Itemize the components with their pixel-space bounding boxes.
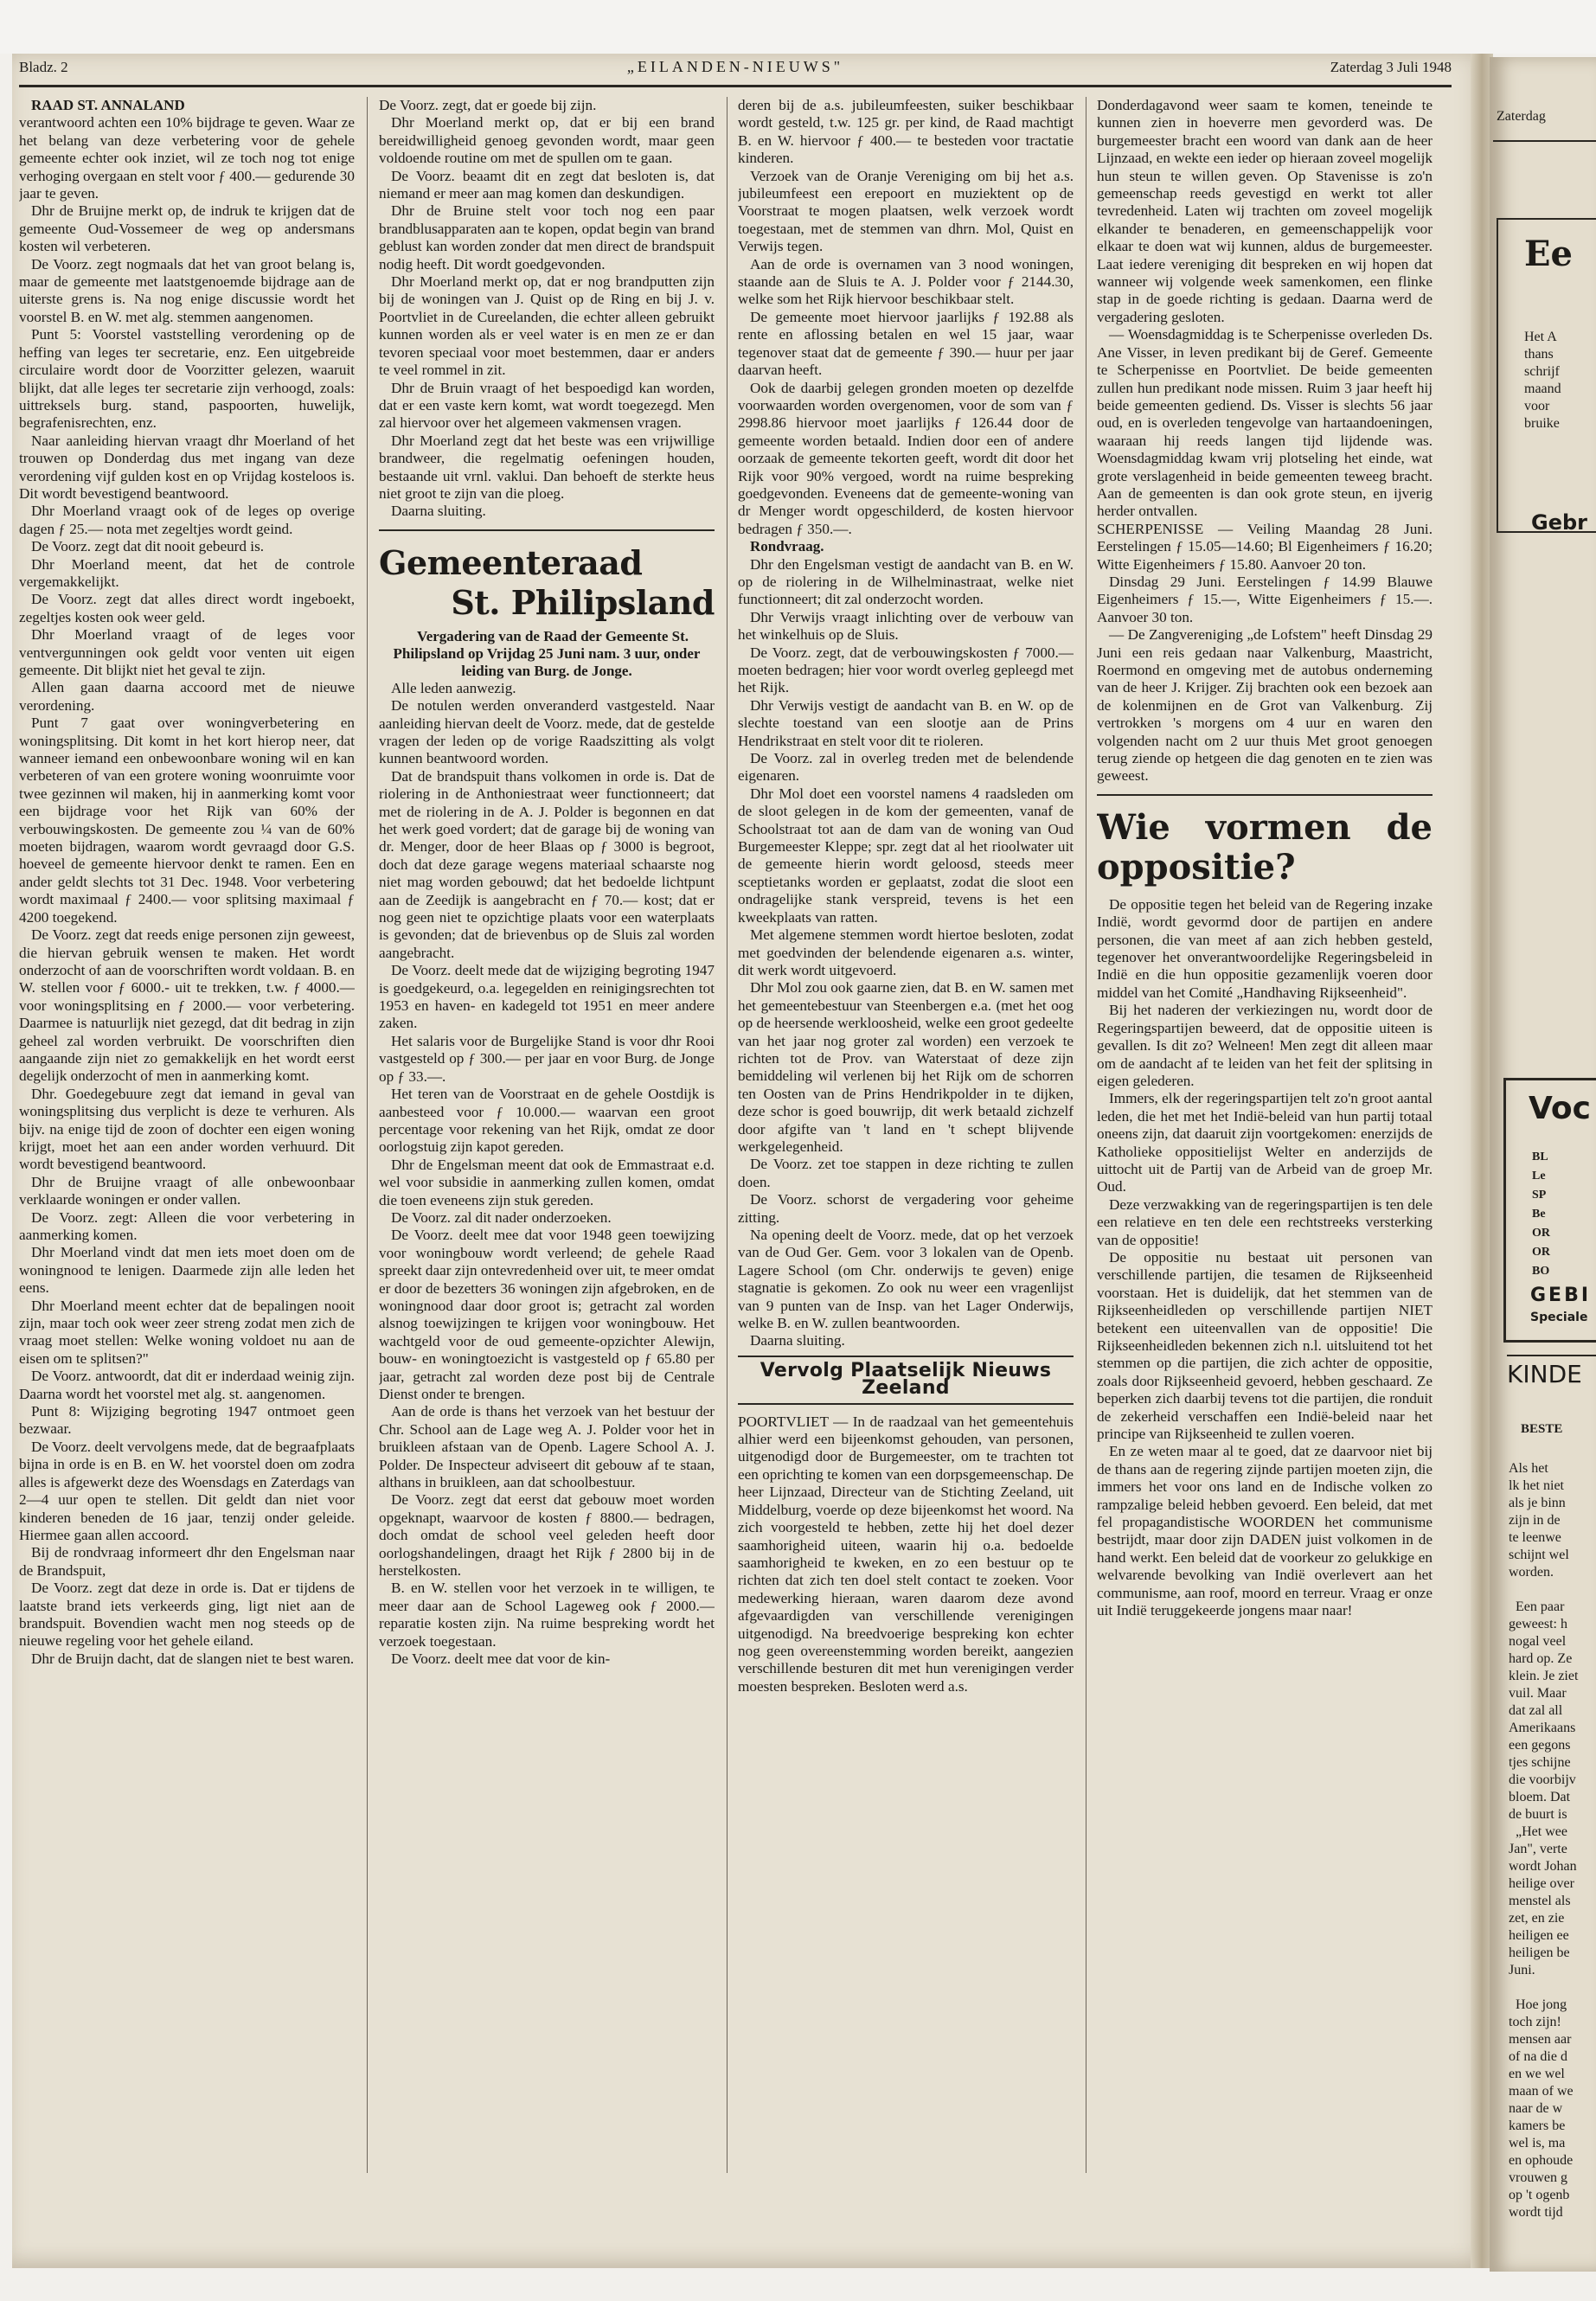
masthead: „EILANDEN-NIEUWS" xyxy=(626,58,844,75)
article-paragraph: Punt 7 gaat over woningverbetering en woningsplitsing. Dit komt in het kort hierop neer, dat wanneer iemand een onbewoonbare woning wil en kan verbeteren of van een grotere woning woonruimte voor twee gezinnen wil maken, hij in aanmerking komt voor een bijdrage voor het Rijk van 60% der verbouwingskosten. De gemeente zou ¼ van de 60% moeten bijdragen, waarom wordt gevraagd door G.S. hoeveel de gemeente hiervoor denkt te ramen. Een en ander geldt slechts tot 31 Dec. 1948. Voor verbetering wordt maximaal ƒ 2400.— voor splitsing maximaal ƒ 4200 toegekend. xyxy=(19,715,355,926)
headline-line-1: Gemeenteraad xyxy=(379,542,643,582)
adjacent-ad-box xyxy=(1497,218,1596,533)
adjacent-voc-lines: BL Le SP Be OR OR BO xyxy=(1532,1150,1550,1278)
adjacent-voc-headline: Voc xyxy=(1529,1091,1591,1126)
article-paragraph: De Voorz. beaamt dit en zegt dat besloten is, dat niemand er meer aan mag komen dan deskundigen. xyxy=(379,167,715,202)
page-number: Bladz. 2 xyxy=(19,59,68,75)
article-paragraph: Ook de daarbij gelegen gronden moeten op dezelfde voorwaarden worden overgenomen, voor de som van ƒ 2998.86 hiervoor moet jaarlijks ƒ 126.44 door de gemeente worden betaald. Indien door een of andere oorzaak de gemeente tekorten geeft, wordt dit door het Rijk voor 90% vergoed, wordt na ruime bespreking goedgevonden. Eveneens dat de gemeente-woning van dr Menger wordt opgeschilderd, de kosten hiervoor bedragen ƒ 350.—. xyxy=(738,379,1074,537)
article-paragraph: Dhr den Engelsman vestigt de aandacht van B. en W. op de riolering in de Wilhelminastraat, welke niet functionneert; dit zal onderzocht worden. xyxy=(738,555,1074,608)
article-paragraph: De Voorz. deelt vervolgens mede, dat de begraafplaats bijna in orde is en B. en W. het voorstel doen om zodra alles is afgewerkt deze des Woensdags en Zaterdags van 2—4 uur open te stellen. Dit geldt dan niet voor kinderen beneden de 16 jaar, tenzij onder geleide. Hiermee gaan allen accoord. xyxy=(19,1438,355,1543)
article-paragraph: Dinsdag 29 Juni. Eerstelingen ƒ 14.99 Blauwe Eigenheimers ƒ 15.—, Witte Eigenheimers ƒ 15.—. Aanvoer 30 ton. xyxy=(1097,573,1433,625)
column-2 xyxy=(379,97,715,2190)
article-paragraph: Immers, elk der regeringspartijen telt zo'n groot aantal leden, die het met het Indië-beleid van hun partij totaal oneens zijn, dat daaruit zijn voortgekomen: enerzijds de Katholieke oppositielijst Welter en anderzijds de uittocht uit de Partij van de Arbeid van de groep Mr. Oud. xyxy=(1097,1090,1433,1195)
article-paragraph: Dhr Moerland merkt op, dat er nog brandputten zijn bij de woningen van J. Quist op de Ring en bij J. v. Poortvliet in de Cureelanden, die echter alleen gebruikt kunnen worden als er veel water is en men ze er dan tevoren speciaal voor moet bestemmen, daar er anders te veel rommel in zit. xyxy=(379,273,715,379)
article-paragraph: De oppositie tegen het beleid van de Regering inzake Indië, wordt gevormd door de partijen en andere personen, die van meet af aan zich hebben gesteld, tegenover het onverantwoordelijke Regeringsbeleid in Indië en die hun oppositie gezamenlijk voeren door middel van het Comité „Handhaving Rijkseenheid". xyxy=(1097,895,1433,1001)
article-paragraph: Dat de brandspuit thans volkomen in orde is. Dat de riolering in de Anthoniestraat weer functionneert; dat met de riolering in de A. J. Polder is begonnen en dat het werk goed vordert; dat de garage bij de woning van dr. Menger, door de heer Blaas op ƒ 3000 is begroot, doch dat deze garage wegens materiaal schaarste nog niet mag worden gebouwd; dat het bedoelde lichtpunt aan de Zeedijk is aangebracht en ƒ 70.— kost; dat er nog geen niet te opzichtige plaats voor een waterplaats is gevonden; dat de brievenbus op de Sluis zal worden aangebracht. xyxy=(379,767,715,961)
article-paragraph: deren bij de a.s. jubileumfeesten, suiker beschikbaar wordt gesteld, t.w. 125 gr. per kind, de Raad machtigt B. en W. hiervoor ƒ 400.— te besteden voor tractatie kinderen. xyxy=(738,97,1074,167)
article-paragraph: Bij de rondvraag informeert dhr den Engelsman naar de Brandspuit, xyxy=(19,1544,355,1579)
article-paragraph: Dhr de Bruin vraagt of het bespoedigd kan worden, dat er een vaste kern komt, wat wordt toegezegd. Men zal hiervoor over het algemeen vakmensen vragen. xyxy=(379,379,715,432)
article-paragraph: Naar aanleiding hiervan vraagt dhr Moerland of het trouwen op Donderdag dus met ingang van deze verordening vijf gulden kost en op Vrijdag kosteloos is. Dit wordt bevestigend beantwoord. xyxy=(19,432,355,502)
raad-st-annaland-article xyxy=(19,97,355,1668)
article-paragraph: Dhr. Goedegebuure zegt dat iemand in geval van woningsplitsing dus verplicht is deze te verhuren. Als bijv. na enige tijd de zoon of dochter een eigen woning krijgt, moet het aan een ander worden verhuurd. Dit wordt bevestigend beantwoord. xyxy=(19,1085,355,1173)
article-paragraph: Dhr Moerland zegt dat het beste was een vrijwillige brandweer, die regelmatig oefeningen houden, bestaande uit vrnl. vaklui. Dan behoeft de sterkte heus niet groot te zijn van die ploeg. xyxy=(379,432,715,502)
article-paragraph: Het teren van de Voorstraat en de gehele Oostdijk is aanbesteed voor ƒ 10.000.— waarvan een groot percentage voor rekening van het Rijk, omdat ze door oorlogstuig zijn kapot gereden. xyxy=(379,1086,715,1156)
article-paragraph: verantwoord achten een 10% bijdrage te geven. Waar ze het belang van deze verbetering voor de gehele gemeente echter ook inziet, wil ze toch nog tot enige verhoging overgaan en stelt voor ƒ 400.— gedurende 30 jaar te geven. xyxy=(19,114,355,202)
article-paragraph: De Voorz. deelt mede dat de wijziging begroting 1947 is goedgekeurd, o.a. legegelden en reinigingsrechten tot 1953 en haven- en kadegeld tot 1951 en meer andere zaken. xyxy=(379,962,715,1032)
article-paragraph: De Voorz. deelt mee dat voor de kin- xyxy=(391,1650,611,1668)
article-paragraph: De Voorz. deelt mee dat voor 1948 geen toewijzing voor woningbouw wordt verleend; de gehele Raad spreekt daar zijn ontevredenheid over uit, te meer omdat er door de bezetters 36 woningen zijn afgebroken, en de woningnood daar door groot is; getracht zal worden alsnog toewijzingen te krijgen voor woningbouw. Het wachtgeld voor de oud gemeente-opzichter Alewijn, bouw- en woningtoezicht is vastgesteld op ƒ 65.80 per jaar, getracht zal worden deze post bij de Centrale Dienst onder te brengen. xyxy=(379,1227,715,1402)
article-paragraph: De Voorz. zegt dat alles direct wordt ingeboekt, zegeltjes kosten ook weer geld. xyxy=(19,591,355,625)
article-paragraph: Dhr de Bruine stelt voor toch nog een paar brandblusapparaten aan te kopen, opdat begin van brand geblust kan worden zonder dat men direct de brandspuit nodig heeft. Dit wordt goedgevonden. xyxy=(379,202,715,272)
article-paragraph: Met algemene stemmen wordt hiertoe besloten, zodat met goedvinden der belendende eigenaren a.s. winter, dit werk wordt uitgevoerd. xyxy=(738,926,1074,978)
article-paragraph: Dhr Verwijs vestigt de aandacht van B. en W. op de slechte toestand van een slootje aan de Prins Hendrikstraat en stelt voor dit te rioleren. xyxy=(738,696,1074,749)
article-paragraph: De Voorz. zal dit nader onderzoeken. xyxy=(391,1208,612,1226)
adjacent-ad-headline: Ee xyxy=(1524,234,1573,274)
issue-date: Zaterdag 3 Juli 1948 xyxy=(1330,59,1452,75)
article-paragraph: Dhr Moerland vraagt of de leges voor ventvergunningen ook geldt voor venten uit eigen gemeente. Dit blijkt niet het geval te zijn. xyxy=(19,626,355,678)
article-paragraph: Alle leden aanwezig. xyxy=(391,679,516,696)
column-rule xyxy=(367,97,368,2173)
article-paragraph: Dhr Mol zou ook gaarne zien, dat B. en W. samen met het gemeentebestuur van Steenbergen e.a. (met het oog op de heersende werkloosheid, welke een groot gedeelte van het jaar nog groter zal worden) een verzoek te richten tot de Prov. van Waterstaat of deze zijn bemiddeling wil verlenen bij het Rijk om de schorren ten Oosten van de Prins Hendrikpolder in te dijken, deze schor is goed bouwrijp, dit werk betaald zichzelf door afgifte van 't land en 't schept blijvende werkgelegenheid. xyxy=(738,979,1074,1155)
column-4 xyxy=(1097,97,1433,2190)
oppositie-headline: Wie vormen de oppositie? xyxy=(1097,806,1433,888)
article-paragraph: De Voorz. zegt, dat de verbouwingskosten ƒ 7000.— moeten bedragen; hier voor wordt overleg gepleegd met het Rijk. xyxy=(738,644,1074,696)
article-paragraph: Allen gaan daarna accoord met de nieuwe verordening. xyxy=(19,679,355,714)
article-paragraph: Dhr Moerland vraagt ook of de leges op overige dagen ƒ 25.— nota met zegeltjes wordt geind. xyxy=(19,503,355,537)
section-subhead: Rondvraag. xyxy=(750,538,824,555)
article-paragraph: Dhr Moerland meent echter dat de bepalingen nooit zijn, maar toch ook weer zeer streng zodat men zich de vraag moet stellen: Welke woning voldoet nu aan de eisen om te splitsen?" xyxy=(19,1297,355,1367)
article-paragraph: Dhr Moerland vindt dat men iets moet doen om de woningnood te lenigen. Daarmede zijn alle leden het eens. xyxy=(19,1244,355,1297)
article-paragraph: De Voorz. zegt: Alleen die voor verbetering in aanmerking komen. xyxy=(19,1208,355,1243)
article-paragraph: Na opening deelt de Voorz. mede, dat op het verzoek van de Oud Ger. Gem. voor 3 lokalen van de Openb. Lagere School (om Chr. onderwijs te geven) enige stagnatie is gekomen. Zo ook nu weer een vragenlijst van 9 punten van de Insp. van het Lager Onderwijs, welke B. en W. zullen beantwoorden. xyxy=(738,1227,1074,1332)
adjacent-section-title: KINDE xyxy=(1507,1360,1582,1388)
adjacent-section-subtitle: BESTE xyxy=(1521,1422,1563,1436)
raad-st-annaland-continued xyxy=(379,97,715,521)
article-paragraph: — Woensdagmiddag is te Scherpenisse overleden Ds. Ane Visser, in leven predikant bij de Geref. Gemeente te Scherpenisse en Poortvliet. De beide gemeenten zullen hun predikant node missen. Ruim 3 jaar heeft hij beide gemeenten gediend. Ds. Visser is slechts 56 jaar oud, en is overleden tengevolge van hartaandoeningen, waaraan hij reeds langen tijd lijdende was. Woensdagmiddag kwam vrij plotseling het einde, wat grote verslagenheid in beide gemeenten teweeg bracht. Aan de gemeenten is dan ook grote steun, en ijverig herder ontvallen. xyxy=(1097,326,1433,520)
poortvliet-article xyxy=(738,1413,1074,1696)
article-paragraph: Aan de orde is overnamen van 3 nood woningen, staande aan de Sluis te A. J. Polder voor ƒ 2144.30, welke som het Rijk hiervoor beschikbaar stelt. xyxy=(738,255,1074,308)
adjacent-voc-ad xyxy=(1503,1078,1596,1343)
article-paragraph: Dhr de Bruijne merkt op, de indruk te krijgen dat de gemeente Oud-Vossemeer de weg op andersmans kosten wil verbeteren. xyxy=(19,202,355,255)
article-paragraph: Dhr de Bruijne vraagt of alle onbewoonbaar verklaarde woningen er onder vallen. xyxy=(19,1173,355,1208)
column-3 xyxy=(738,97,1074,2190)
article-paragraph: De Voorz. zegt dat deze in orde is. Dat er tijdens de laatste brand iets verkeerds ging, ligt niet aan de brandspuit. Bovendien wacht men nog steeds op de nieuwe regeling voor het gehele eiland. xyxy=(19,1580,355,1650)
article-paragraph: Bij het naderen der verkiezingen nu, wordt door de Regeringspartijen beweerd, dat de oppositie uiteen is gevallen. Is dit zo? Welneen! Men zegt dit alleen maar om de aandacht af te leiden van het feit der splitsing in eigen gelederen. xyxy=(1097,1002,1433,1089)
article-paragraph: Dhr Moerland meent, dat het de controle vergemakkelijkt. xyxy=(19,555,355,590)
zeeland-news-banner: Vervolg Plaatselijk Nieuws Zeeland xyxy=(738,1356,1074,1405)
article-paragraph: De Voorz. zal in overleg treden met de belendende eigenaren. xyxy=(738,750,1074,785)
adjacent-ad-text: Het A thans schrijf maand voor bruike xyxy=(1524,330,1561,431)
article-paragraph: B. en W. stellen voor het verzoek in te willigen, te meer daar aan de School Lageweg ook ƒ 2000.— reparatie kosten zijn. Na ruime bespreking wordt het verzoek toegestaan. xyxy=(379,1580,715,1650)
article-paragraph: De Voorz. zegt nogmaals dat het van groot belang is, maar de gemeente met laatstgenoemde bijdrage aan de uiterste grens is. Na nog enige discussie wordt het voorstel B. en W. met alg. stemmen aangenomen. xyxy=(19,255,355,325)
article-paragraph: De Voorz. schorst de vergadering voor geheime zitting. xyxy=(738,1191,1074,1226)
article-paragraph: Dhr Moerland merkt op, dat er bij een brand bereidwilligheid genoeg gevonden wordt, maar geen voldoende routine om met de spullen om te gaan. xyxy=(379,114,715,167)
article-separator xyxy=(1097,794,1433,796)
article-paragraph: De Voorz. zegt dat reeds enige personen zijn geweest, die hiervan gebruik wensen te maken. Het wordt onderzocht of aan de voorschriften wordt voldaan. B. en W. stellen voor ƒ 6000.- uit te trekken, t.w. ƒ 4000.— voor woningsplitsing en ƒ 2000.— voor verbetering. Daarmee is natuurlijk niet gezegd, dat dit bedrag in zijn geheel zal worden verbruikt. De voorschriften dien aangaande zijn niet zo gemakkelijk en het wordt eerst degelijk onderzocht of men in aanmerking komt. xyxy=(19,926,355,1085)
scanner-background xyxy=(0,0,1596,54)
st-philipsland-deck: Vergadering van de Raad der Gemeente St. Philipsland op Vrijdag 25 Juni nam. 3 uur, onder leiding van Burg. de Jonge. xyxy=(393,627,701,679)
adjacent-header-rule xyxy=(1493,140,1596,142)
article-paragraph: Verzoek van de Oranje Vereniging om bij het a.s. jubileumfeest een erepoort en muziektent op de Voorstraat te mogen plaatsen, welk verzoek wordt toegestaan, met de stemmen van dhrn. Mol, Quist en Verwijs tegen. xyxy=(738,167,1074,255)
article-paragraph: — De Zangvereniging „de Lofstem" heeft Dinsdag 29 Juni een reis gedaan naar Valkenburg, Maastricht, Roermond en omgeving met de autobus onderneming van de heer J. Krijger. Zij brachten ook een bezoek aan de kolenmijnen en de Grot van Valkenburg. Zij vertrokken 's morgens om 4 uur en waren den volgenden nacht om 2 uur thuis Met groot genoegen terug ziende op hetgeen die dag genoten en te zien was geweest. xyxy=(1097,626,1433,785)
adjacent-voc-special: Speciale xyxy=(1530,1311,1588,1324)
st-philipsland-article xyxy=(379,680,715,1669)
header-rule xyxy=(19,85,1452,87)
oppositie-article xyxy=(1097,896,1433,1620)
article-paragraph: De Voorz. zet toe stappen in deze richting te zullen doen. xyxy=(738,1156,1074,1190)
adjacent-article-text: Als het lk het niet als je binn zijn in de te leenwe schijnt wel worden. Een paar geweest: h nogal veel hard op. Ze klein. Je ziet vuil. Maar dat zal all Amerikaans een gegons tjes schijne die voorbijv bloem. Dat de buurt is „Het wee Jan", verte wordt Johan heilige over menstel als zet, en zie heiligen ee heiligen be Juni. Hoe jong toch zijn! mensen aar of na die d en we wel maan of we naar de w kamers be wel is, ma en ophoude vrouwen g op 't ogenb wordt tijd xyxy=(1509,1461,1579,2220)
headline-line-2: St. Philipsland xyxy=(451,582,715,622)
section-subhead: RAAD ST. ANNALAND xyxy=(31,97,185,113)
adjacent-page-edge xyxy=(1490,57,1596,2272)
article-paragraph: De gemeente moet hiervoor jaarlijks ƒ 192.88 als rente en aflossing betalen en wel 15 jaar, waar tegenover staat dat de gemeente ƒ 390.— huur per jaar daarvan heeft. xyxy=(738,308,1074,379)
article-paragraph: Het salaris voor de Burgelijke Stand is voor dhr Rooi vastgesteld op ƒ 300.— per jaar en voor Burg. de Jonge op ƒ 33.—. xyxy=(379,1032,715,1085)
adjacent-voc-brand: GEBI xyxy=(1530,1285,1592,1306)
article-paragraph: Dhr de Engelsman meent dat ook de Emmastraat e.d. wel voor subsidie in aanmerking zullen komen, omdat die toen eveneens zijn stuk gereden. xyxy=(379,1156,715,1208)
article-paragraph: De Voorz. zegt dat eerst dat gebouw moet worden opgeknapt, waarvoor de kosten ƒ 8800.— bedragen, doch omdat de school veel geleden heeft door oorlogshandelingen, draagt het Rijk ƒ 2800 bij in de herstelkosten. xyxy=(379,1491,715,1580)
article-paragraph: Dhr Mol doet een voorstel namens 4 raadsleden om de sloot gelegen in de kom der gemeenten, vanaf de Schoolstraat tot aan de dam van de woning van Oud Burgemeester Kleppe; spr. zegt dat al het rioolwater uit de gemeente hierin wordt geloosd, steeds meer sceptietanks worden er geplaatst, zodat die sloot een ondragelijke stank verspreid, tevens is het een kweekplaats van ratten. xyxy=(738,785,1074,926)
article-paragraph: POORTVLIET — In de raadzaal van het gemeentehuis alhier werd een bijeenkomst gehouden, van personen, uitgenodigd door de Burgemeester, om te trachten tot een oprichting te komen van een dorpsgemeenschap. De heer Lijnzaad, Directeur van de Stichting Zeeland, uit Middelburg, voerde op deze bijeenkomst het woord. Na zich voorgesteld te hebben, zette hij het doel dezer saamhorigheid uiteen, waarin hij o.a. bedoelde saamhorigheid te kweken, en zo een bestuur op te richten dat zich ten doel stelt contact te zoeken. Voor medewerking hieraan, waren daarom deze avond afgevaardigden van verschillende verenigingen uitgenodigd. Na breedvoerige bespreking kon echter nog geen overeenstemming worden bereikt, aangezien verschillende besturen dit met hun verenigingen verder moesten bespreken. Besloten werd a.s. xyxy=(738,1413,1074,1695)
article-paragraph: De Voorz. zegt, dat er goede bij zijn. xyxy=(379,97,597,113)
article-paragraph: Deze verzwakking van de regeringspartijen is ten dele een relatieve en ten dele een rechtstreeks versterking van de oppositie! xyxy=(1097,1195,1433,1248)
st-philipsland-continued xyxy=(738,97,1074,1350)
adjacent-ad-footer: Gebr xyxy=(1531,510,1587,535)
st-philipsland-headline xyxy=(379,543,715,623)
article-paragraph: Dhr de Bruijn dacht, dat de slangen niet te best waren. xyxy=(31,1650,355,1667)
article-paragraph: De Voorz. antwoordt, dat dit er inderdaad weinig zijn. Daarna wordt het voorstel met alg. st. aangenomen. xyxy=(19,1368,355,1402)
article-paragraph: SCHERPENISSE — Veiling Maandag 28 Juni. Eerstelingen ƒ 15.05—14.60; Bl Eigenheimers ƒ 16.20; Witte Eigenheimers ƒ 15.80. Aanvoer 20 ton. xyxy=(1097,520,1433,573)
article-paragraph: De oppositie nu bestaat uit personen van verschillende partijen, die tesamen de Rijkseenheid voorstaan. Het is duidelijk, dat het stemmen van de Rijkseenheidleden op verschillende partijen NIET betekent een uiteenvallen van de oppositie! Die Rijkseenheidleden bekennen zich n.l. uitsluitend tot het stemmen op die partijen, die zich achter de oppositie, zoals door Rijkseenheid gevoerd, hebben geschaard. Ze beperken zich daarbij tevens tot die partijen, die ronduit de zekerheid verschaffen een Indië-beleid naar het principe van Rijkseenheid te zullen voeren. xyxy=(1097,1248,1433,1443)
article-paragraph: De notulen werden onveranderd vastgesteld. Naar aanleiding hiervan deelt de Voorz. mede, dat de gestelde vragen der leden op de vorige Raadszitting als volgt kunnen beantwoord worden. xyxy=(379,697,715,767)
article-paragraph: Punt 5: Voorstel vaststelling verordening op de heffing van leges ter secretarie, enz. Een uitgebreide circulaire wordt door de Voorzitter gelezen, waaruit blijkt, dat alle leges ter secretarie zijn verhoogd, zoals: uittreksels burg. stand, paspoorten, huwelijk, begrafenisrechten, enz. xyxy=(19,326,355,432)
article-paragraph: En ze weten maar al te goed, dat ze daarvoor niet bij de thans aan de regering zijnde partijen moeten zijn, die immers het voor ons land en de Indische volken zo rampzalige beleid hebben gevoerd. Een beleid, dat met fel propagandistische WOORDEN het communisme bestrijdt, maar door zijn DADEN juist volkomen in de hand werkt. Een beleid dat de voorkeur zo gelukkige en welvarende bevolking van Indië overlevert aan het communisme, aan roof, moord en terreur. Vraag er onze uit Indië teruggekeerde jongens maar naar! xyxy=(1097,1443,1433,1619)
page-header xyxy=(19,52,1452,81)
column-1 xyxy=(19,97,355,2190)
zeeland-news-continued xyxy=(1097,97,1433,785)
article-separator xyxy=(379,529,715,531)
article-paragraph: Dhr Verwijs vraagt inlichting over de verbouw van het winkelhuis op de Sluis. xyxy=(738,608,1074,644)
article-paragraph: Punt 8: Wijziging begroting 1947 ontmoet geen bezwaar. xyxy=(19,1403,355,1438)
article-paragraph: De Voorz. zegt dat dit nooit gebeurd is. xyxy=(31,538,265,555)
article-paragraph: Daarna sluiting. xyxy=(391,503,486,520)
article-paragraph: Donderdagavond weer saam te komen, teneinde te kunnen zien in hoeverre men gevorderd was. De burgemeester bracht een woord van dank aan de heer Lijnzaad, en wekte een ieder op hieraan zoveel mogelijk hun steun te willen geven. Op Stavenisse is zo'n gemeenschap reeds gevestigd en werkt tot aller tevredenheid. Laten wij trachten om zoveel mogelijk elkander te benaderen, en gemeenschappelijk voor elkaar te doen wat wij kunnen, aldus de burgemeester. Laat iedere vereniging dit bespreken en wij hopen dat wanneer wij volgende week samenkomen, een flinke stap in de goede richting is gedaan. Daarna werd de vergadering gesloten. xyxy=(1097,97,1433,325)
article-paragraph: Daarna sluiting. xyxy=(750,1332,845,1349)
adjacent-section-rule xyxy=(1507,1355,1596,1356)
adjacent-page-date: Zaterdag xyxy=(1497,109,1546,124)
article-paragraph: Aan de orde is thans het verzoek van het bestuur der Chr. School aan de Lage weg A. J. Polder voor het in bruikleen afstaan van de Openb. Lagere School A. J. Polder. De Inspecteur adviseert dit gebouw af te staan, althans in bruikleen, aan dat schoolbestuur. xyxy=(379,1403,715,1491)
